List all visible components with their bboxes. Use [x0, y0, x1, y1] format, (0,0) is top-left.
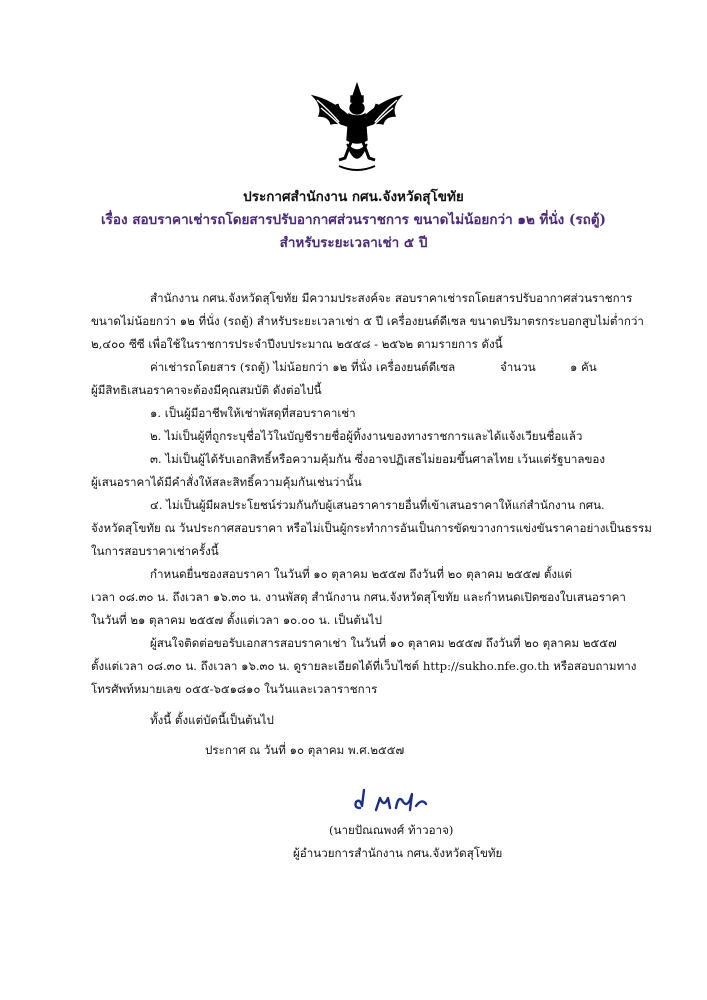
- garuda-emblem-icon: [309, 82, 405, 174]
- signatory-name: (นายปัณณพงศ์ ท้าวอาจ): [329, 823, 454, 837]
- body-line: ตั้งแต่เวลา ๐๘.๓๐ น. ถึงเวลา ๑๖.๓๐ น. ดูรายละเอียดได้ที่เว็บไซต์ http://sukho.nfe.go.th หรือสอบถามทาง: [91, 659, 637, 673]
- body-line: ในวันที่ ๒๑ ตุลาคม ๒๕๕๗ ตั้งแต่เวลา ๑๐.๐๐ น. เป็นต้นไป: [91, 613, 382, 627]
- body-line: ในการสอบราคาเช่าครั้งนี้: [91, 544, 219, 558]
- quantity-label: จำนวน: [500, 360, 536, 374]
- announcement-date: ประกาศ ณ วันที่ ๑๐ ตุลาคม พ.ศ.๒๕๕๗: [205, 743, 405, 757]
- body-line: สำนักงาน กศน.จังหวัดสุโขทัย มีความประสงค์จะ สอบราคาเช่ารถโดยสารปรับอากาศส่วนราชการ: [150, 291, 633, 305]
- qualification-1: ๑. เป็นผู้มีอาชีพให้เช่าพัสดุที่สอบราคาเช่า: [150, 406, 356, 420]
- qualification-4: ๔. ไม่เป็นผู้มีผลประโยชน์ร่วมกันกับผู้เสนอราคารายอื่นที่เข้าเสนอราคาให้แก่สำนักงาน กศน.: [150, 498, 605, 512]
- body-line: ขนาดไม่น้อยกว่า ๑๒ ที่นั่ง (รถตู้) สำหรับระยะเวลาเช่า ๕ ปี เครื่องยนต์ดีเซล ขนาดปริมาตรกระบอกสูบไม่ต่ำกว่า: [91, 314, 644, 328]
- qualification-2: ๒. ไม่เป็นผู้ที่ถูกระบุชื่อไว้ในบัญชีรายชื่อผู้ทิ้งงานของทางราชการและได้แจ้งเวียนชื่อแล้ว: [150, 429, 583, 443]
- closing-statement: ทั้งนี้ ตั้งแต่บัดนี้เป็นต้นไป: [150, 713, 274, 727]
- rental-item: ค่าเช่ารถโดยสาร (รถตู้) ไม่น้อยกว่า ๑๒ ที่นั่ง เครื่องยนต์ดีเซล: [150, 360, 456, 374]
- body-line: จังหวัดสุโขทัย ณ วันประกาศสอบราคา หรือไม่เป็นผู้กระทำการอันเป็นการขัดขวางการแข่งขันราคาอย่างเป็นธรรม: [91, 521, 652, 535]
- contact-info: ผู้สนใจติดต่อขอรับเอกสารสอบราคาเช่า ในวันที่ ๑๐ ตุลาคม ๒๕๕๗ ถึงวันที่ ๒๐ ตุลาคม ๒๕๕๗: [150, 636, 617, 650]
- subject-line: เรื่อง สอบราคาเช่ารถโดยสารปรับอากาศส่วนราชการ ขนาดไม่น้อยกว่า ๑๒ ที่นั่ง (รถตู้): [101, 212, 606, 228]
- signatory-position: ผู้อำนวยการสำนักงาน กศน.จังหวัดสุโขทัย: [293, 846, 503, 860]
- body-line: ผู้เสนอราคาได้มีคำสั่งให้สละสิทธิ์ความคุ้มกันเช่นว่านั้น: [91, 475, 362, 489]
- body-line: โทรศัพท์หมายเลข ๐๕๕-๖๕๑๘๑๐ ในวันและเวลาราชการ: [91, 682, 378, 696]
- submission-schedule: กำหนดยื่นซองสอบราคา ในวันที่ ๑๐ ตุลาคม ๒๕๕๗ ถึงวันที่ ๒๐ ตุลาคม ๒๕๕๗ ตั้งแต่: [150, 567, 573, 581]
- body-line: เวลา ๐๘.๓๐ น. ถึงเวลา ๑๖.๓๐ น. งานพัสดุ สำนักงาน กศน.จังหวัดสุโขทัย และกำหนดเปิดซองใบเสนอราคา: [91, 590, 626, 604]
- document-header: [0, 186, 707, 255]
- subject-line-2: สำหรับระยะเวลาเช่า ๕ ปี: [279, 235, 428, 251]
- qualification-3: ๓. ไม่เป็นผู้ได้รับเอกสิทธิ์หรือความคุ้มกัน ซึ่งอาจปฏิเสธไม่ยอมขึ้นศาลไทย เว้นแต่รัฐบาลของ: [150, 452, 606, 466]
- signature-icon: [346, 786, 430, 816]
- quantity-value: ๑ คัน: [570, 360, 597, 374]
- body-line: ผู้มีสิทธิเสนอราคาจะต้องมีคุณสมบัติ ดังต่อไปนี้: [91, 383, 322, 397]
- body-line: ๒,๔๐๐ ซีซี เพื่อใช้ในราชการประจำปีงบประมาณ ๒๕๕๘ - ๒๕๖๒ ตามรายการ ดังนี้: [91, 337, 503, 351]
- announcement-title: ประกาศสำนักงาน กศน.จังหวัดสุโขทัย: [243, 189, 464, 205]
